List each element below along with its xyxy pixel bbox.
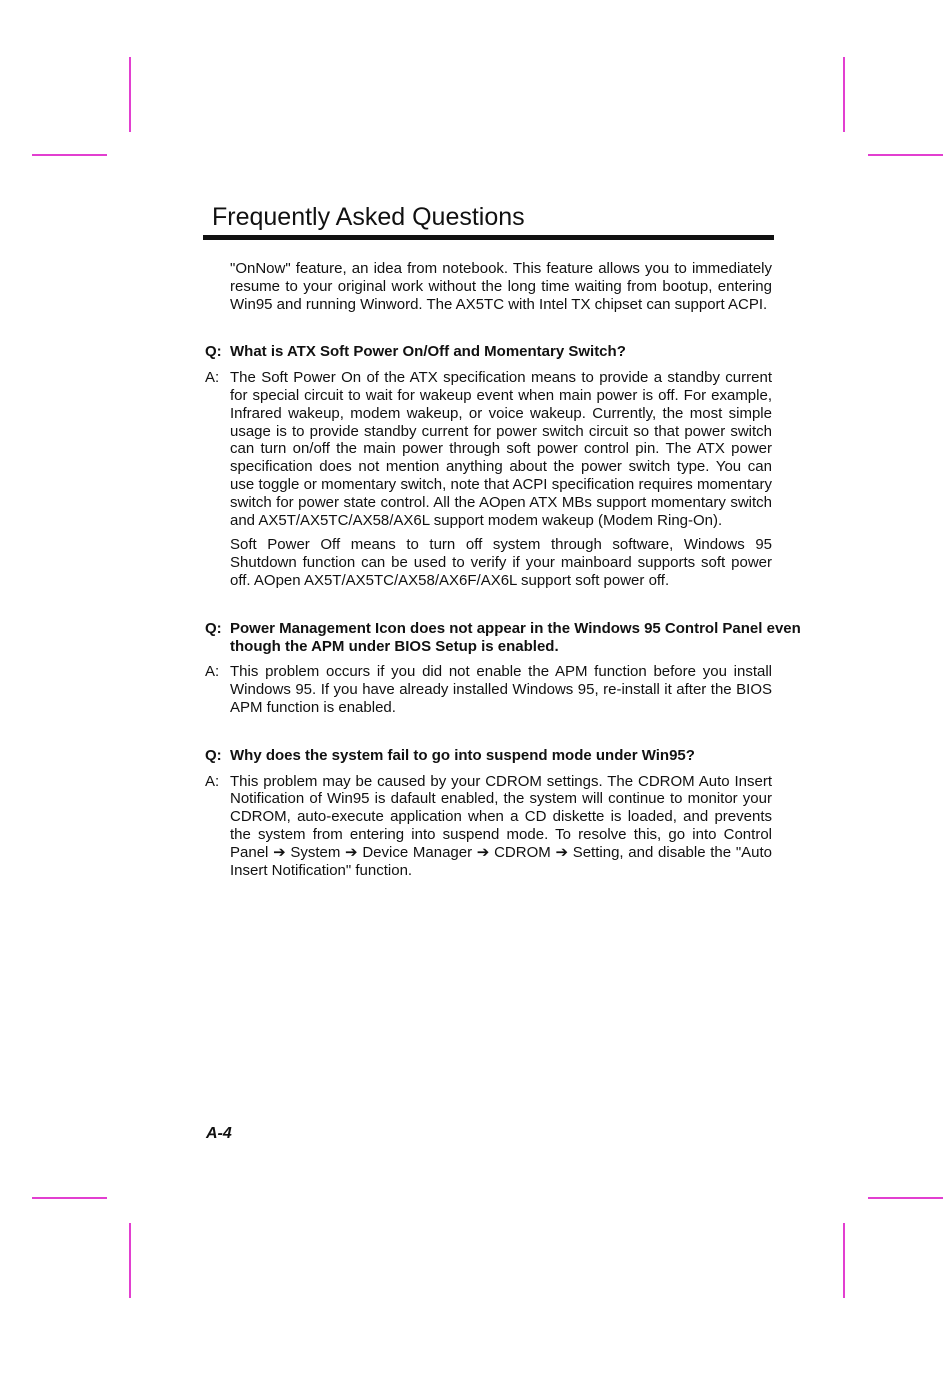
intro-paragraph: "OnNow" feature, an idea from notebook. This feature allows you to immediately resume to your original work without the long time waiting from bootup, entering Win95 and running Winword. The AX5TC with Intel TX chipset can support ACPI. (230, 260, 772, 313)
answer-label: A: (205, 369, 220, 387)
crop-mark-top-right-horizontal (868, 154, 943, 156)
question-text: Power Management Icon does not appear in the Windows 95 Control Panel even though the APM under BIOS Setup is enabled. (230, 619, 801, 655)
faq-question-3 (205, 747, 772, 765)
faq-question-1 (205, 343, 772, 361)
answer-paragraph: This problem may be caused by your CDROM settings. The CDROM Auto Insert Notification of Win95 is dafault enabled, the system will continue to monitor your CDROM, auto-execute application when a CD diskette is loaded, and prevents the system from entering into suspend mode. To resolve this, go into Control Panel ➔ System ➔ Device Manager ➔ CDROM ➔ Setting, and disable the "Auto Insert Notification" function. (230, 772, 772, 879)
faq-content (205, 260, 801, 879)
page-header-title: Frequently Asked Questions (212, 203, 525, 231)
question-text: What is ATX Soft Power On/Off and Momentary Switch? (230, 343, 626, 361)
answer-body (230, 369, 772, 590)
faq-answer-2 (205, 663, 772, 716)
question-label: Q: (205, 343, 222, 361)
crop-mark-bottom-right-horizontal (868, 1197, 943, 1199)
crop-mark-top-right-vertical (843, 57, 845, 132)
crop-mark-bottom-left-vertical (129, 1223, 131, 1298)
answer-body (230, 773, 772, 880)
question-text: Why does the system fail to go into suspend mode under Win95? (230, 746, 695, 764)
answer-paragraph: Soft Power Off means to turn off system through software, Windows 95 Shutdown function can be used to verify if your mainboard supports soft power off. AOpen AX5T/AX5TC/AX58/AX6F/AX6L support soft power off. (230, 536, 772, 589)
faq-question-2 (205, 620, 845, 656)
faq-answer-1 (205, 369, 772, 590)
answer-label: A: (205, 663, 220, 681)
question-label: Q: (205, 619, 222, 637)
answer-label: A: (205, 772, 220, 790)
faq-answer-3 (205, 773, 772, 880)
crop-mark-bottom-right-vertical (843, 1223, 845, 1298)
crop-mark-bottom-left-horizontal (32, 1197, 107, 1199)
page-number: A-4 (206, 1125, 232, 1142)
answer-body (230, 663, 772, 716)
answer-paragraph: This problem occurs if you did not enable the APM function before you install Windows 95. If you have already installed Windows 95, re-install it after the BIOS APM function is enabled. (230, 663, 772, 716)
crop-mark-top-left-horizontal (32, 154, 107, 156)
answer-paragraph: The Soft Power On of the ATX specification means to provide a standby current for special circuit to wait for wakeup event when main power is off. For example, Infrared wakeup, modem wakeup, or voice wakeup. Currently, the most simple usage is to provide standby current for power switch circuit so that power switch can turn on/off the main power through soft power control pin. The ATX power specification does not mention anything about the power switch type. You can use toggle or momentary switch, note that ACPI specification requires momentary switch for power state control. All the AOpen ATX MBs support momentary switch and AX5T/AX5TC/AX58/AX6L support modem wakeup (Modem Ring-On). (230, 369, 772, 529)
crop-mark-top-left-vertical (129, 57, 131, 132)
header-rule (203, 235, 774, 240)
question-label: Q: (205, 746, 222, 764)
